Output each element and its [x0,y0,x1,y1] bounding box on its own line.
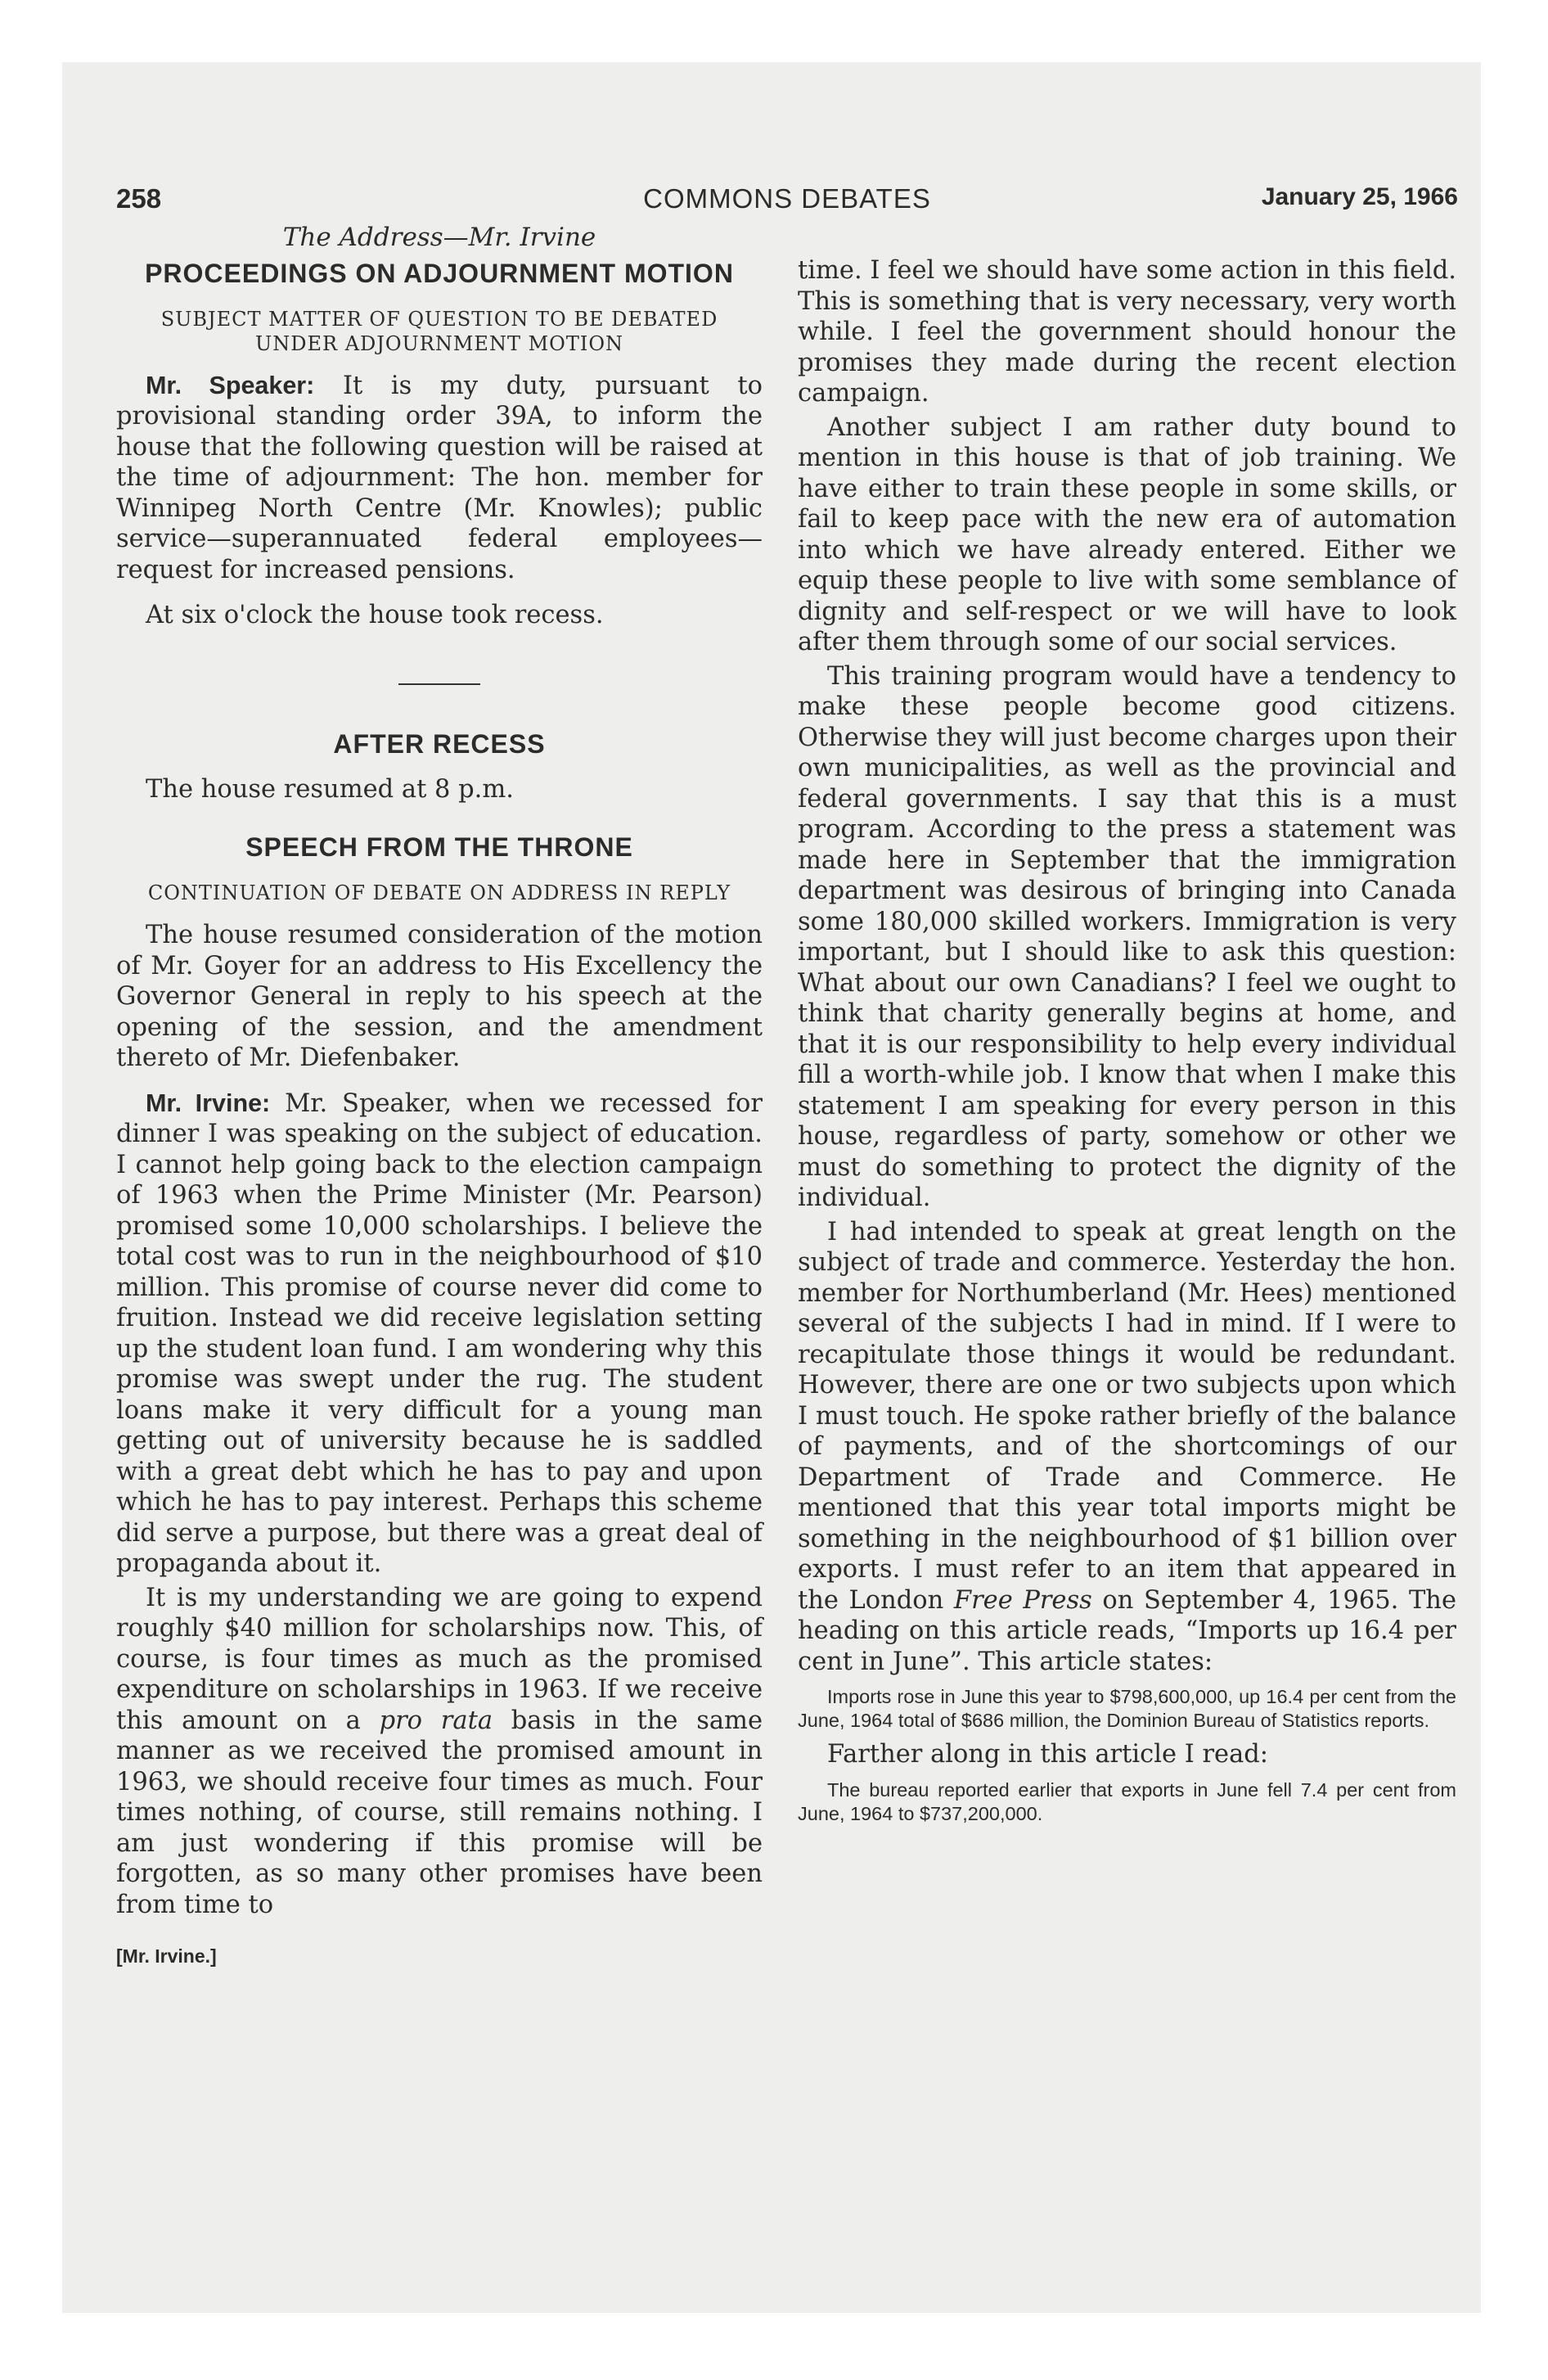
newspaper-title: Free Press [953,1585,1092,1615]
continuation-heading: CONTINUATION OF DEBATE ON ADDRESS IN REPLY [147,881,731,904]
resumed-consideration: The house resumed consideration of the motion of Mr. Goyer for an address to His Excellency the Governor General in reply to his speech at the opening of the session, and the amendment thereto of Mr. Diefenbaker. [116,921,763,1072]
continued-paragraph: time. I feel we should have some action in this field. This is something that is very necessary, very worth while. I feel the government should honour the promises they made during the recent election campaign. [798,256,1457,408]
publication-title: COMMONS DEBATES [643,183,931,214]
training-program-paragraph: This training program would have a tendency to make these people become good citizens. Otherwise they will just become charges upon their own municipalities, as well as the provincial and federal governments. I say that this is a must program. According to the press a statement was made here in September that the immigration department was desirous of bringing into Canada some 180,000 skilled workers. Immigration is very important, but I should like to ask this question: What about our own Canadians? I feel we ought to think that charity generally begins at home, and that it is our responsibility to help every individual fill a worth-while job. I know that when I make this statement I am speaking for every person in this house, regardless of party, somehow or other we must do something to protect the dignity of the individual. [798,661,1456,1212]
irvine-text: Mr. Speaker, when we recessed for dinner I was speaking on the subject of education. I cannot help going back to the election campaign of 1963 when the Prime Minister (Mr. Pearson) promised some 10,000 scholarships. I believe the total cost was to run in the neighbourhood of $10 million. This promise of course never did come to fruition. Instead we did receive legislation setting up the student loan fund. I am wondering why this promise was swept under the rug. The student loans make it very difficult for a young man getting out of university because he is saddled with a great debt which he has to pay and upon which he has to pay interest. Perhaps this scheme did serve a purpose, but there was a great deal of propaganda about it. [116,1089,763,1578]
page-number: 258 [116,183,162,214]
scholarships-paragraph: It is my understanding we are going to expend roughly $40 million for scholarships now. This, of course, is four times as much as the promised expenditure on scholarships in 1963. If we receive this amount on a pro rata basis in the same manner as we received the promised amount in 1963, we should receive four times as much. Four times nothing, of course, still remains nothing. I am just wondering if this promise will be forgotten, as so many other promises have been from time to [116,1583,763,1919]
farther-along-line: Farther along in this article I read: [827,1740,1269,1769]
block-quote-exports: The bureau reported earlier that exports in June fell 7.4 per cent from June, 1964 to $737,200,000. [798,1778,1456,1824]
recess-line: At six o'clock the house took recess. [146,601,604,629]
speaker-paragraph [116,371,763,586]
section-divider [398,683,480,685]
job-training-paragraph: Another subject I am rather duty bound to mention in this house is that of job training. We have either to train these people in some skills, or fail to keep pace with the new era of automation into which we have already entered. Either we equip these people to live with some semblance of dignity and self-respect or we will have to look after them through some of our social services. [798,412,1456,656]
after-recess-heading: AFTER RECESS [333,728,546,759]
resumed-line: The house resumed at 8 p.m. [146,774,514,804]
speaker-text: It is my duty, pursuant to provisional standing order 39A, to inform the house that the following question will be raised at the time of adjournment: The hon. member for Winnipeg North Centre (Mr. Knowles); public service—superannuated federal employees—request for increased pensions. [116,371,763,584]
speaker-signature: [Mr. Irvine.] [116,1945,217,1967]
throne-heading: SPEECH FROM THE THRONE [245,832,633,862]
trade-paragraph: I had intended to speak at great length on the subject of trade and commerce. Yesterday the hon. member for Northumberland (Mr. Hees) mentioned several of the subjects I had in mind. If I were to recapitulate those things it would be redundant. However, there are one or two subjects upon which I must touch. He spoke rather briefly of the balance of payments, and of the shortcomings of our Department of Trade and Commerce. He mentioned that this year total imports might be something in the neighbourhood of $1 billion over exports. I must refer to an item that appeared in the London Free Press on September 4, 1965. The heading on this article reads, “Imports up 16.4 per cent in June”. This article states: [798,1217,1456,1676]
irvine-label: Mr. Irvine: [146,1089,271,1117]
irvine-paragraph [116,1089,763,1580]
adjournment-heading: PROCEEDINGS ON ADJOURNMENT MOTION [145,258,734,288]
block-quote-imports: Imports rose in June this year to $798,600,000, up 16.4 per cent from the June, 1964 total of $686 million, the Dominion Bureau of Statistics reports. [798,1686,1456,1731]
speaker-label: Mr. Speaker: [146,371,315,399]
running-head [116,183,1458,216]
subhead: The Address—Mr. Irvine [282,223,596,252]
page-date: January 25, 1966 [1261,183,1458,210]
left-column [116,223,763,1972]
italic-term: pro rata [379,1706,493,1735]
right-column [798,255,1456,1832]
adjournment-subheading: SUBJECT MATTER OF QUESTION TO BE DEBATED UNDER ADJOURNMENT MOTION [160,307,718,355]
